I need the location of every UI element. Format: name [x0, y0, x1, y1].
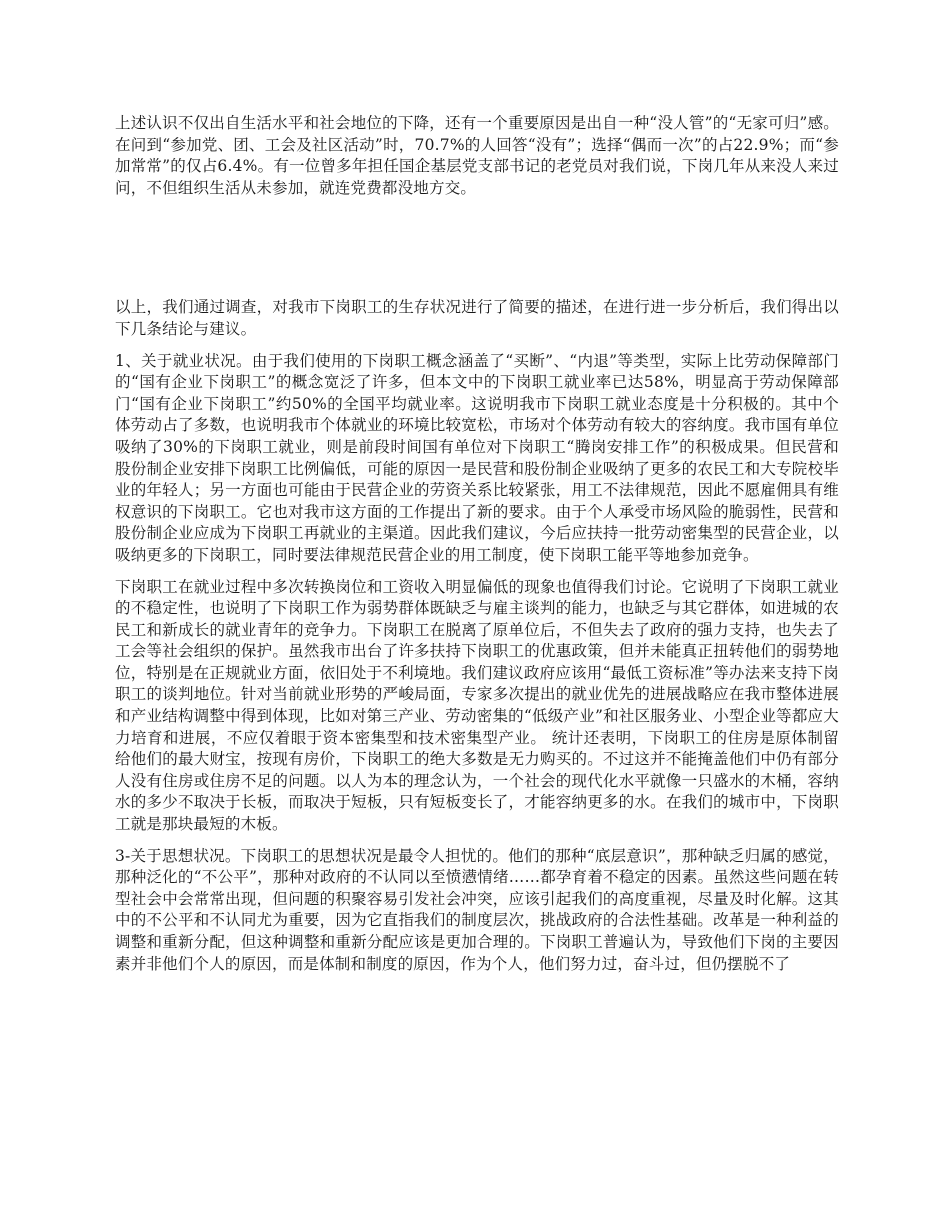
paragraph-1: 上述认识不仅出自生活水平和社会地位的下降，还有一个重要原因是出自一种“没人管”的“无家可归”感。在问到“参加党、团、工会及社区活动”时，70.7%的人回答“没有”；选择“偶而一次”的占22.9%；而“参加常常”的仅占6.4%。有一位曾多年担任国企基层党支部书记的老党员对我们说，下岗几年从来没人来过问，不但组织生活从未参加，就连党费都没地方交。	[115, 114, 839, 197]
document-body	[115, 113, 839, 985]
paragraph-3: 1、关于就业状况。由于我们使用的下岗职工概念涵盖了“买断”、“内退”等类型，实际上比劳动保障部门的“国有企业下岗职工”的概念宽泛了许多，但本文中的下岗职工就业率已达58%，明显高于劳动保障部门“国有企业下岗职工”约50%的全国平均就业率。这说明我市下岗职工就业态度是十分积极的。其中个体劳动占了多数，也说明我市个体就业的环境比较宽松，市场对个体劳动有较大的容纳度。我市国有单位吸纳了30%的下岗职工就业，则是前段时间国有单位对下岗职工“腾岗安排工作”的积极成果。但民营和股份制企业安排下岗职工比例偏低，可能的原因一是民营和股份制企业吸纳了更多的农民工和大专院校毕业的年轻人；另一方面也可能由于民营企业的劳资关系比较紧张，用工不法律规范，因此不愿雇佣具有维权意识的下岗职工。它也对我市这方面的工作提出了新的要求。由于个人承受市场风险的脆弱性，民营和股份制企业应成为下岗职工再就业的主渠道。因此我们建议，今后应扶持一批劳动密集型的民营企业，以吸纳更多的下岗职工，同时要法律规范民营企业的用工制度，使下岗职工能平等地参加竞争。	[115, 351, 839, 564]
paragraph-5: 3-关于思想状况。下岗职工的思想状况是最令人担忧的。他们的那种“底层意识”，那种缺乏归属的感觉，那种泛化的“不公平”，那种对政府的不认同以至愤懑情绪……都孕育着不稳定的因素。虽然这些问题在转型社会中会常常出现，但问题的积聚容易引发社会冲突，应该引起我们的高度重视，尽量及时化解。这其中的不公平和不认同尤为重要，因为它直指我们的制度层次，挑战政府的合法性基础。改革是一种利益的调整和重新分配，但这种调整和重新分配应该是更加合理的。下岗职工普遍认为，导致他们下岗的主要因素并非他们个人的原因，而是体制和制度的原因，作为个人，他们努力过，奋斗过，但仍摆脱不了	[115, 846, 839, 973]
paragraph-4: 下岗职工在就业过程中多次转换岗位和工资收入明显偏低的现象也值得我们讨论。它说明了下岗职工就业的不稳定性，也说明了下岗职工作为弱势群体既缺乏与雇主谈判的能力，也缺乏与其它群体，如进城的农民工和新成长的就业青年的竞争力。下岗职工在脱离了原单位后，不但失去了政府的强力支持，也失去了工会等社会组织的保护。虽然我市出台了许多扶持下岗职工的优惠政策，但并未能真正扭转他们的弱势地位，特别是在正规就业方面，依旧处于不利境地。我们建议政府应该用“最低工资标准”等办法来支持下岗职工的谈判地位。针对当前就业形势的严峻局面，专家多次提出的就业优先的进展战略应在我市整体进展和产业结构调整中得到体现，比如对第三产业、劳动密集的“低级产业”和社区服务业、小型企业等都应大力培育和进展，不应仅着眼于资本密集型和技术密集型产业。 统计还表明，下岗职工的住房是原体制留给他们的最大财宝，按现有房价，下岗职工的绝大多数是无力购买的。不过这并不能掩盖他们中仍有部分人没有住房或住房不足的问题。以人为本的理念认为，一个社会的现代化水平就像一只盛水的木桶，容纳水的多少不取决于长板，而取决于短板，只有短板变长了，才能容纳更多的水。在我们的城市中，下岗职工就是那块最短的木板。	[115, 577, 839, 834]
paragraph-2: 以上，我们通过调查，对我市下岗职工的生存状况进行了简要的描述，在进行进一步分析后，我们得出以下几条结论与建议。	[115, 298, 839, 338]
blank-gap	[115, 199, 839, 297]
